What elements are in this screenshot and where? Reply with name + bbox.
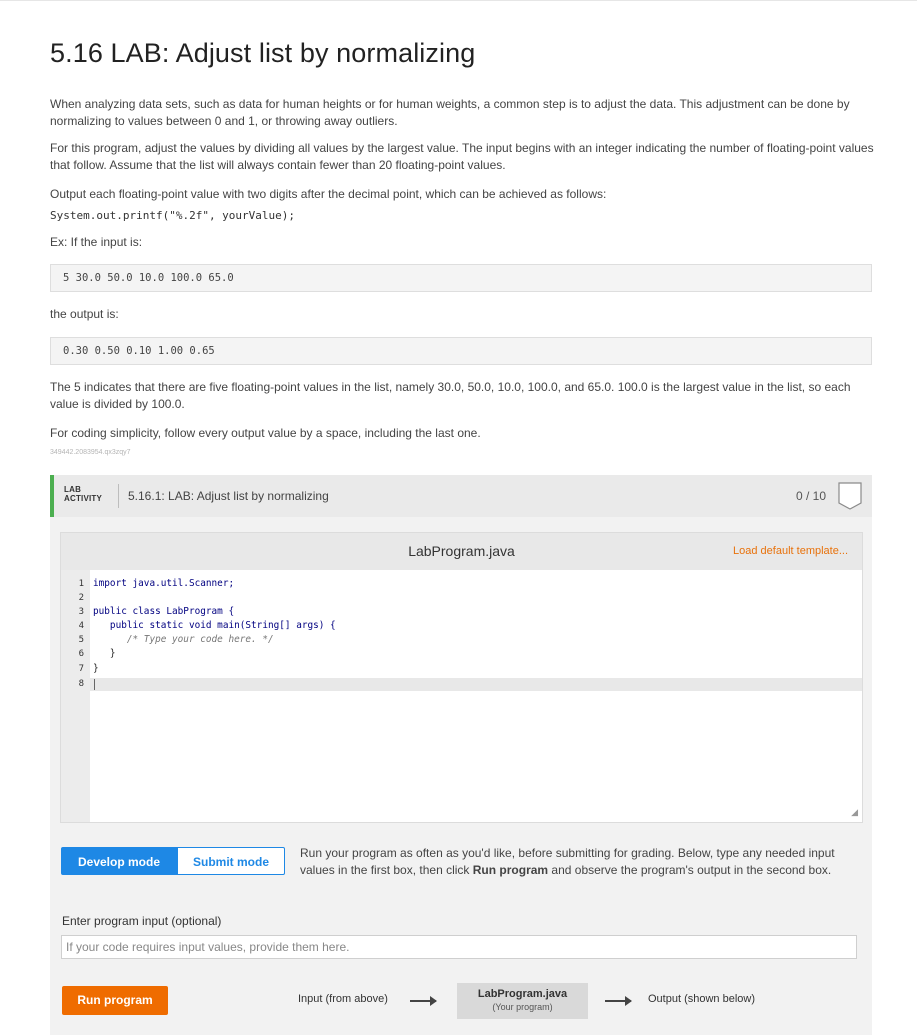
line-number: 7 — [78, 664, 84, 674]
program-box — [457, 983, 588, 1019]
run-program-button[interactable]: Run program — [62, 986, 168, 1015]
file-name: LabProgram.java — [408, 543, 515, 559]
code-editor — [60, 532, 863, 823]
submit-mode-button[interactable]: Submit mode — [177, 847, 285, 875]
mode-description-pre: Run your program as often as you'd like, before submitting for grading. Below, type any needed input values in the first box, then click — [300, 846, 835, 877]
explanation-paragraph: The 5 indicates that there are five floating-point values in the list, namely 30.0, 50.0, 10.0, 100.0, and 65.0. 100.0 is the largest value in the list, so each value is divided by 100.0. — [50, 380, 851, 411]
input-from-above-label: Input (from above) — [298, 993, 388, 1005]
example-output-label: the output is: — [50, 307, 119, 321]
develop-mode-button[interactable]: Develop mode — [61, 847, 177, 875]
editor-toolbar — [61, 533, 862, 570]
program-box-subtitle: (Your program) — [492, 1002, 553, 1012]
arrow-right-icon — [605, 1000, 631, 1002]
mode-description-post: and observe the program's output in the second box. — [548, 863, 832, 877]
page-title: 5.16 LAB: Adjust list by normalizing — [50, 38, 476, 68]
output-format-paragraph: Output each floating-point value with two digits after the decimal point, which can be achieved as follows: — [50, 187, 607, 201]
load-template-link[interactable]: Load default template... — [733, 545, 848, 557]
code-line: import java.util.Scanner; — [93, 578, 235, 589]
code-line: /* Type your code here. */ — [93, 634, 274, 645]
lab-activity-tag — [64, 485, 102, 503]
mode-description — [300, 845, 860, 879]
example-input-box: 5 30.0 50.0 10.0 100.0 65.0 — [50, 264, 872, 292]
lab-tag-line2: ACTIVITY — [64, 494, 103, 503]
program-input-label: Enter program input (optional) — [62, 914, 222, 928]
program-input-field[interactable] — [61, 935, 857, 959]
code-line: public class LabProgram { — [93, 606, 235, 617]
example-output-box: 0.30 0.50 0.10 1.00 0.65 — [50, 337, 872, 365]
top-divider — [0, 0, 917, 1]
lab-activity-panel — [50, 475, 872, 1035]
printf-code: System.out.printf("%.2f", yourValue); — [50, 209, 296, 222]
code-line: } — [93, 663, 99, 674]
active-line-highlight — [90, 678, 862, 691]
code-text-area[interactable] — [90, 570, 862, 822]
line-number: 3 — [78, 607, 84, 617]
code-line: public static void main(String[] args) { — [93, 620, 336, 631]
simplicity-paragraph: For coding simplicity, follow every output value by a space, including the last one. — [50, 426, 481, 440]
score-label: 0 / 10 — [795, 489, 826, 503]
lab-tag-line1: LAB — [64, 485, 82, 494]
activity-id: 349442.2083954.qx3zqy7 — [50, 449, 131, 456]
line-number: 4 — [78, 621, 84, 631]
shield-icon — [838, 482, 862, 510]
lab-title: 5.16.1: LAB: Adjust list by normalizing — [128, 489, 329, 503]
line-number: 8 — [78, 679, 84, 689]
mode-description-bold: Run program — [472, 863, 549, 877]
line-number-gutter — [61, 570, 90, 822]
program-paragraph: For this program, adjust the values by dividing all values by the largest value. The input begins with an integer indicating the number of floating-point values that follow. Assume that the list will always contain fewer than 20 floating-point values. — [50, 141, 874, 172]
line-number: 6 — [78, 649, 84, 659]
output-label: Output (shown below) — [648, 993, 755, 1005]
line-number: 2 — [78, 593, 84, 603]
intro-paragraph: When analyzing data sets, such as data for human heights or for human weights, a common step is to adjust the data. This adjustment can be done by normalizing to values between 0 and 1, or throwing away outliers. — [50, 97, 850, 128]
arrow-right-icon — [410, 1000, 436, 1002]
text-cursor — [94, 679, 95, 690]
header-separator — [118, 484, 119, 508]
line-number: 1 — [78, 579, 84, 589]
line-number: 5 — [78, 635, 84, 645]
resize-handle-icon[interactable]: ◢ — [851, 807, 858, 817]
example-input-label: Ex: If the input is: — [50, 235, 143, 249]
code-line: } — [93, 648, 116, 659]
lab-header — [50, 475, 872, 517]
program-box-name: LabProgram.java — [477, 988, 568, 1000]
